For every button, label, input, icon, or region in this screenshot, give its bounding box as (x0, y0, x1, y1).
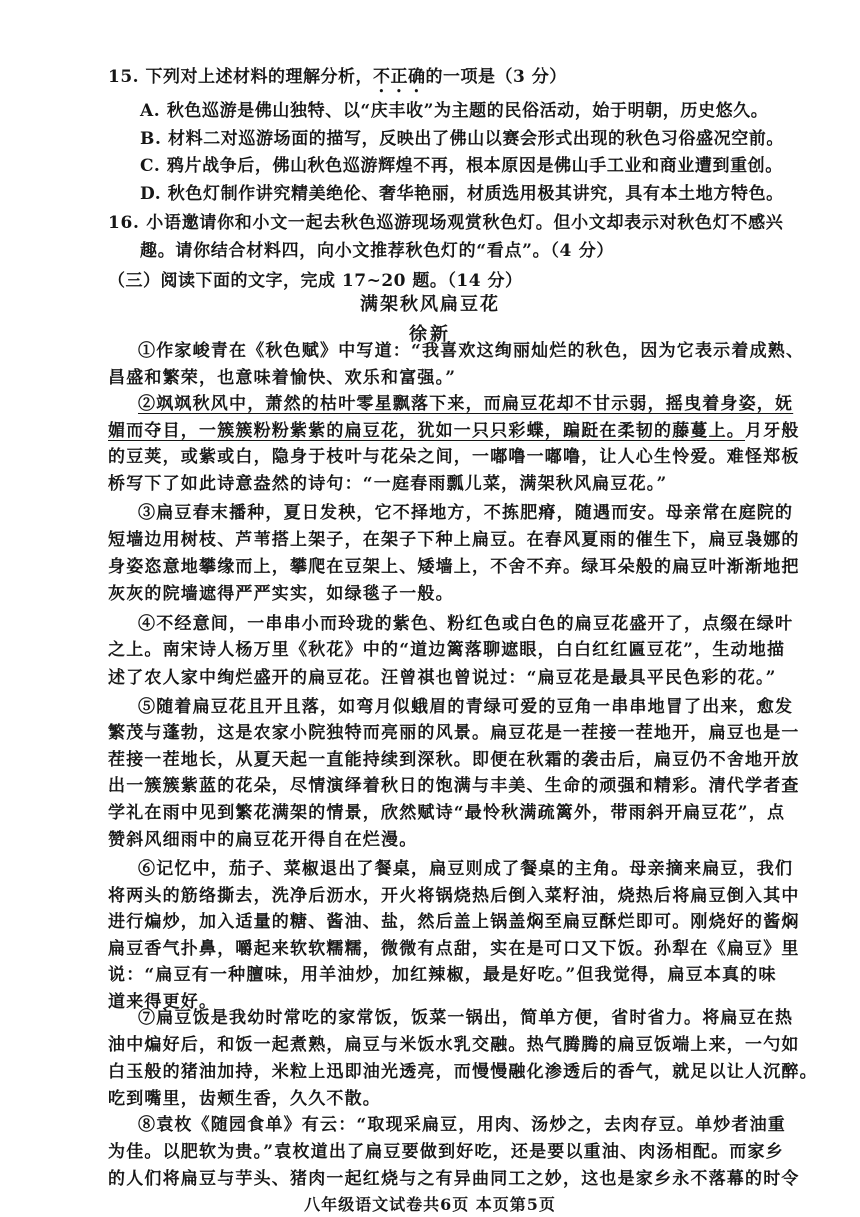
question-16-line-1: 16. 小语邀请你和小文一起去秋色巡游现场观赏秋色灯。但小文却表示对秋色灯不感兴 (108, 213, 784, 233)
article-line: ⑧袁枚《随园食单》有云：“取现采扁豆，用肉、汤炒之，去肉存豆。单炒者油重 (138, 1115, 786, 1135)
article-line: ③扁豆春末播种，夏日发秧，它不择地方，不拣肥瘠，随遇而安。母亲常在庭院的 (138, 502, 794, 523)
article-line: 学礼在雨中见到繁花满架的情景，欣然赋诗“最怜秋满疏篱外，带雨斜开扁豆花”，点 (108, 802, 786, 823)
article-line: 短墙边用树枝、芦苇搭上架子，在架子下种上扁豆。在春风夏雨的催生下，扁豆袅娜的 (108, 530, 800, 551)
question-15-option-b: B. 材料二对巡游场面的描写，反映出了佛山以赛会形式出现的秋色习俗盛况空前。 (140, 129, 785, 149)
question-15-option-a: A. 秋色巡游是佛山独特、以“庆丰收”为主题的民俗活动，始于明朝，历史悠久。 (140, 101, 769, 121)
article-line: 赞斜风细雨中的扁豆花开得自在烂漫。 (108, 829, 418, 850)
article-line: 进行煸炒，加入适量的糖、酱油、盐，然后盖上锅盖焖至扁豆酥烂即可。刚烧好的酱焖 (108, 912, 800, 933)
article-line: 说：“扁豆有一种膻味，用羊油炒，加红辣椒，最是好吃。”但我觉得，扁豆本真的味 (108, 965, 777, 986)
article-line: 茬接一茬地长，从夏天起一直能持续到深秋。即便在秋霜的袭击后，扁豆仍不舍地开放 (108, 749, 800, 770)
article-line: ⑥记忆中，茄子、菜椒退出了餐桌，扁豆则成了餐桌的主角。母亲摘来扁豆，我们 (138, 859, 794, 880)
question-15-emphasis: 不正确 (373, 67, 426, 87)
article-line: 出一簇簇紫蓝的花朵，尽情演绎着秋日的饱满与丰美、生命的顽强和精彩。清代学者查 (108, 776, 800, 797)
article-line-mixed (108, 416, 800, 441)
article-underlined-segment: 媚而夺目，一簇簇粉粉紫紫的扁豆花，犹如一只只彩蝶，蹁跹在柔韧的藤蔓上。 (108, 420, 745, 441)
article-line: 为佳。以肥软为贵。”袁枚道出了扁豆要做到好吃，还是要以重油、肉汤相配。而家乡 (108, 1142, 784, 1162)
article-line: 繁茂与蓬勃，这是农家小院独特而亮丽的风景。扁豆花是一茬接一茬地开，扁豆也是一 (108, 723, 800, 744)
article-line: 身姿恣意地攀缘而上，攀爬在豆架上、矮墙上，不舍不弃。绿耳朵般的扁豆叶渐渐地把 (108, 556, 800, 577)
question-15-option-c: C. 鸦片战争后，佛山秋色巡游辉煌不再，根本原因是佛山手工业和商业遭到重创。 (140, 156, 783, 176)
article-line: 桥写下了如此诗意盎然的诗句：“一庭春雨瓢儿菜，满架秋风扁豆花。” (108, 473, 668, 494)
article-line: ⑤随着扁豆花且开且落，如弯月似蛾眉的青绿可爱的豆角一串串地冒了出来，愈发 (138, 696, 794, 717)
article-line-tail: 月牙般 (745, 420, 800, 441)
article-line: 述了农人家中绚烂盛开的扁豆花。汪曾祺也曾说过：“扁豆花是最具平民色彩的花。” (108, 668, 777, 689)
article-line: 油中煸好后，和饭一起煮熟，扁豆与米饭水乳交融。热气腾腾的扁豆饭端上来，一勺如 (108, 1035, 800, 1055)
article-line: 之上。南宋诗人杨万里《秋花》中的“道边篱落聊遮眼，白白红红匾豆花”，生动地描 (108, 640, 786, 661)
article-line: 昌盛和繁荣，也意味着愉快、欢乐和富强。” (108, 367, 457, 388)
question-16-line-2: 趣。请你结合材料四，向小文推荐秋色灯的“看点”。（4 分） (140, 241, 615, 261)
section-heading: （三）阅读下面的文字，完成 17~20 题。（14 分） (108, 271, 523, 291)
article-line: 将两头的筋络撕去，洗净后沥水，开火将锅烧热后倒入菜籽油，烧热后将扁豆倒入其中 (108, 885, 800, 906)
article-title: 满架秋风扁豆花 (360, 294, 500, 315)
article-line: 的人们将扁豆与芋头、猪肉一起红烧与之有异曲同工之妙，这也是家乡永不落幕的时令 (108, 1169, 800, 1189)
article-line: 吃到嘴里，齿颊生香，久久不散。 (108, 1089, 381, 1109)
page-footer: 八年级语文试卷共6页 本页第5页 (304, 1195, 556, 1214)
article-author: 徐新 (409, 324, 451, 345)
article-line: 灰灰的院墙遮得严严实实，如绿毯子一般。 (108, 584, 454, 605)
article-line: 的豆荚，或紫或白，隐身于枝叶与花朵之间，一嘟噜一嘟噜，让人心生怜爱。难怪郑板 (108, 447, 800, 468)
question-15-stem (108, 62, 567, 97)
question-15-option-d: D. 秋色灯制作讲究精美绝伦、奢华艳丽，材质选用极其讲究，具有本土地方特色。 (140, 184, 784, 204)
article-line: ④不经意间，一串串小而玲珑的紫色、粉红色或白色的扁豆花盛开了，点缀在绿叶 (138, 613, 794, 634)
article-line: 道来得更好。 (108, 992, 218, 1013)
question-15-suffix: 的一项是（3 分） (425, 67, 567, 87)
article-line: 白玉般的猪油加持，米粒上迅即油光透亮，而慢慢融化渗透后的香气，就足以让人沉醉。 (108, 1062, 818, 1082)
question-15-prefix: 15. 下列对上述材料的理解分析， (108, 67, 373, 87)
article-line: ⑦扁豆饭是我幼时常吃的家常饭，饭菜一锅出，简单方便，省时省力。将扁豆在热 (138, 1008, 794, 1028)
article-line: ①作家峻青在《秋色赋》中写道：“我喜欢这绚丽灿烂的秋色，因为它表示着成熟、 (138, 341, 805, 361)
article-line-underlined: ②飒飒秋风中，萧然的枯叶零星飘落下来，而扁豆花却不甘示弱，摇曳着身姿，妩 (138, 394, 794, 415)
article-line: 扁豆香气扑鼻，嚼起来软软糯糯，微微有点甜，实在是可口又下饭。孙犁在《扁豆》里 (108, 938, 800, 959)
